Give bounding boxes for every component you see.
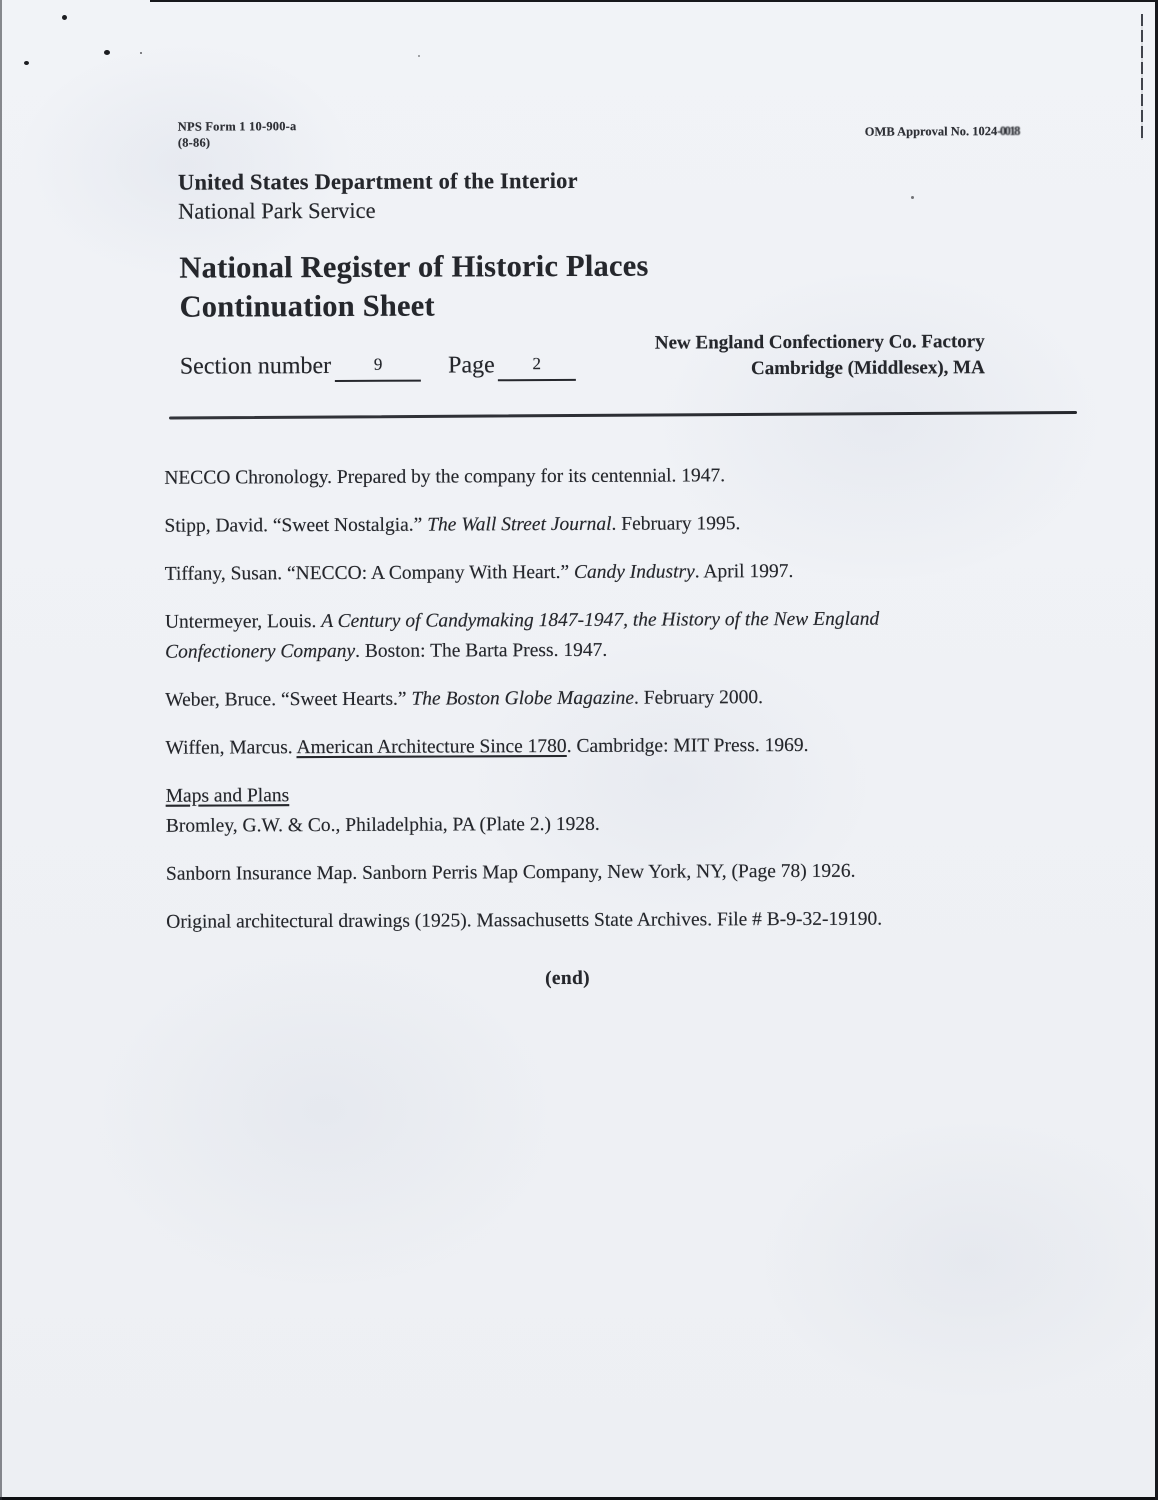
omb-approval-text: OMB Approval No. 1024 [864, 124, 998, 139]
agency-subname: National Park Service [178, 197, 376, 224]
scan-speck [104, 50, 110, 55]
text-segment: Weber, Bruce. “Sweet Hearts.” [165, 688, 412, 711]
agency-block [178, 166, 578, 226]
text-segment: Tiffany, Susan. “NECCO: A Company With Heart.” [164, 561, 575, 585]
end-marker: (end) [545, 967, 590, 990]
header-divider-rule [169, 411, 1077, 420]
bibliography-entry [166, 856, 968, 889]
text-segment: NECCO Chronology. Prepared by the company for its centennial. 1947. [164, 465, 726, 489]
text-segment: . Boston: The Barta Press. 1947. [355, 639, 608, 662]
bibliography-entry [165, 604, 967, 667]
scan-speck [24, 61, 29, 65]
scan-speck [140, 52, 142, 54]
text-segment: Wiffen, Marcus. [165, 737, 297, 759]
bibliography-entry [164, 460, 966, 493]
agency-name: United States Department of the Interior [177, 167, 578, 195]
section-number-blank [335, 353, 421, 382]
scan-edge-left [0, 0, 2, 1500]
bibliography-entry [164, 508, 966, 541]
text-segment: Candy Industry [573, 561, 695, 583]
scan-speck [418, 55, 420, 57]
bibliography-entry [165, 556, 967, 589]
scan-speck [911, 196, 914, 199]
bibliography-entry [166, 808, 968, 841]
text-segment: Bromley, G.W. & Co., Philadelphia, PA (Plate 2.) 1928. [165, 813, 600, 837]
section-number-label: Section number [179, 352, 332, 380]
form-revision: (8-86) [177, 135, 211, 150]
property-identification [655, 329, 985, 382]
text-segment: American Architecture Since 1780 [296, 735, 567, 759]
bibliography [164, 460, 968, 991]
omb-approval-number: -0018 [997, 123, 1019, 139]
text-segment: A Century of Candymaking 1847-1947, the History of the New England Confectionery Company [165, 608, 880, 663]
text-segment: Maps and Plans [165, 785, 290, 807]
page-label: Page [448, 352, 495, 379]
section-page-line [180, 352, 576, 383]
document-title [179, 247, 648, 327]
page-number-value: 2 [532, 354, 542, 374]
bibliography-entry [165, 682, 967, 715]
form-number: NPS Form 1 10-900-a [177, 119, 297, 134]
page-number-blank [498, 352, 576, 381]
text-segment: Original architectural drawings (1925). Massachusetts State Archives. File # B-9-32-19190. [166, 908, 883, 933]
text-segment: . February 1995. [611, 513, 741, 535]
property-name: New England Confectionery Co. Factory [654, 331, 985, 354]
text-segment: The Boston Globe Magazine [411, 687, 635, 710]
text-segment: Untermeyer, Louis. [164, 611, 322, 633]
property-location: Cambridge (Middlesex), MA [750, 357, 985, 380]
text-segment: . February 2000. [633, 687, 763, 709]
omb-approval [865, 124, 1019, 140]
bibliography-section-heading [166, 778, 968, 811]
scan-speck [62, 15, 67, 20]
scan-edge-top [150, 0, 1158, 2]
bibliography-entry [165, 730, 967, 763]
text-segment: The Wall Street Journal [427, 513, 612, 536]
text-segment: . Cambridge: MIT Press. 1969. [566, 734, 809, 757]
bibliography-entry [166, 904, 968, 937]
form-number-block [178, 118, 297, 151]
document-title-line2: Continuation Sheet [179, 288, 435, 324]
section-number-value: 9 [373, 354, 383, 374]
text-segment: . April 1997. [694, 560, 794, 583]
text-segment: Sanborn Insurance Map. Sanborn Perris Map Company, New York, NY, (Page 78) 1926. [165, 860, 856, 885]
text-segment: Stipp, David. “Sweet Nostalgia.” [164, 514, 428, 537]
scan-artifact-dashed-line [1141, 14, 1143, 140]
document-title-line1: National Register of Historic Places [179, 248, 649, 285]
